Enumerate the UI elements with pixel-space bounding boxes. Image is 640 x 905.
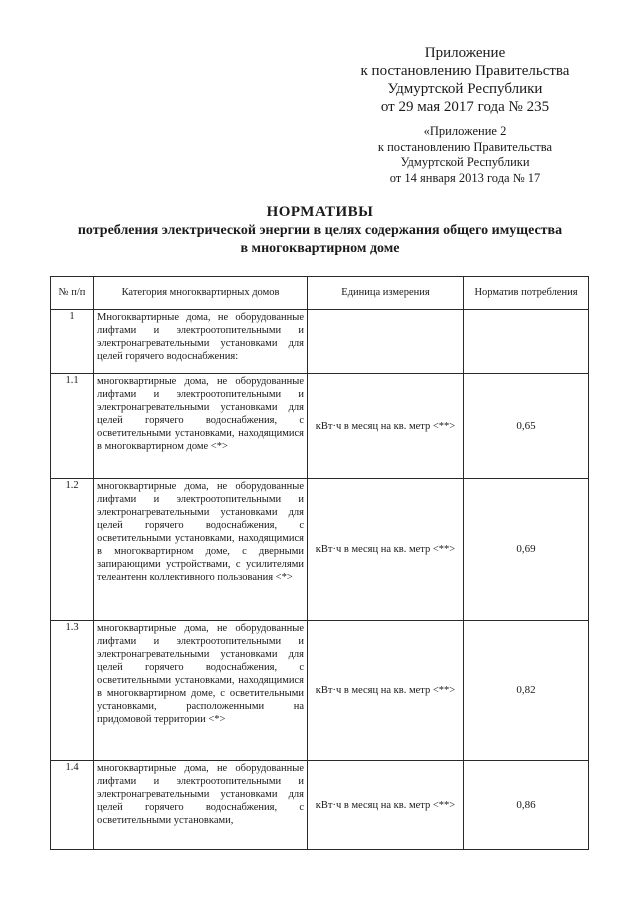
row-unit: кВт·ч в месяц на кв. метр <**>: [308, 761, 464, 850]
appendix-prev-line4: от 14 января 2013 года № 17: [389, 170, 541, 185]
row-unit: кВт·ч в месяц на кв. метр <**>: [308, 479, 464, 621]
row-num: 1.2: [51, 479, 94, 621]
title-line2: потребления электрической энергии в целях содержания общего имущества: [77, 223, 563, 238]
row-unit: кВт·ч в месяц на кв. метр <**>: [308, 374, 464, 479]
norms-table: [50, 276, 589, 850]
row-value: [464, 310, 589, 374]
row-value: 0,65: [464, 374, 589, 479]
appendix-main-line3: Удмуртской Республики: [387, 81, 543, 97]
header-unit: Единица измерения: [308, 277, 464, 310]
row-value: 0,82: [464, 621, 589, 761]
table-row: [51, 761, 589, 850]
row-category-text: многоквартирные дома, не оборудованные лифтами и электроотопительными и электронагревательными установками для целей горячего водоснабжения, с осветительными установками,: [97, 763, 304, 826]
table-row: [51, 374, 589, 479]
row-category: многоквартирные дома, не оборудованные лифтами и электроотопительными и электронагревательными установками для целей горячего водоснабжения, с осветительными установками, находящимися в многоквартирном доме, с дверными запирающими устройствами, с усилителями телеантенн коллективного пользования <*>: [94, 479, 308, 621]
appendix-prev-line3: Удмуртской Республики: [400, 155, 530, 169]
table-header-row: [51, 277, 589, 310]
table-row: [51, 479, 589, 621]
row-unit: кВт·ч в месяц на кв. метр <**>: [308, 621, 464, 761]
header-category: Категория многоквартирных домов: [94, 277, 308, 310]
title-main: НОРМАТИВЫ: [266, 204, 374, 220]
row-num: 1.4: [51, 761, 94, 850]
appendix-previous: [350, 124, 580, 186]
row-num: 1.1: [51, 374, 94, 479]
header-num: № п/п: [51, 277, 94, 310]
document-title: [40, 203, 600, 258]
title-line3: в многоквартирном доме: [240, 241, 400, 256]
header-norm: Норматив потребления: [464, 277, 589, 310]
table-row: [51, 310, 589, 374]
table-row: [51, 621, 589, 761]
row-num: 1: [51, 310, 94, 374]
row-value: 0,69: [464, 479, 589, 621]
appendix-prev-line1: «Приложение 2: [423, 124, 507, 138]
row-category: [94, 761, 308, 850]
row-category: многоквартирные дома, не оборудованные лифтами и электроотопительными и электронагревательными установками для целей горячего водоснабжения, с осветительными установками, находящимися в многоквартирном доме <*>: [94, 374, 308, 479]
row-unit: [308, 310, 464, 374]
row-value: 0,86: [464, 761, 589, 850]
appendix-main-line1: Приложение: [424, 45, 506, 61]
row-category: Многоквартирные дома, не оборудованные лифтами и электроотопительными и электронагревательными установками для целей горячего водоснабжения:: [94, 310, 308, 374]
appendix-main-line4: от 29 мая 2017 года № 235: [380, 99, 550, 115]
appendix-main-line2: к постановлению Правительства: [360, 63, 570, 79]
appendix-main: [330, 44, 600, 116]
appendix-prev-line2: к постановлению Правительства: [377, 139, 553, 154]
row-num: 1.3: [51, 621, 94, 761]
row-category: многоквартирные дома, не оборудованные лифтами и электроотопительными и электронагревательными установками для целей горячего водоснабжения, с осветительными установками, находящимися в многоквартирном доме, с осветительными установками, расположенными на придомовой территории <*>: [94, 621, 308, 761]
